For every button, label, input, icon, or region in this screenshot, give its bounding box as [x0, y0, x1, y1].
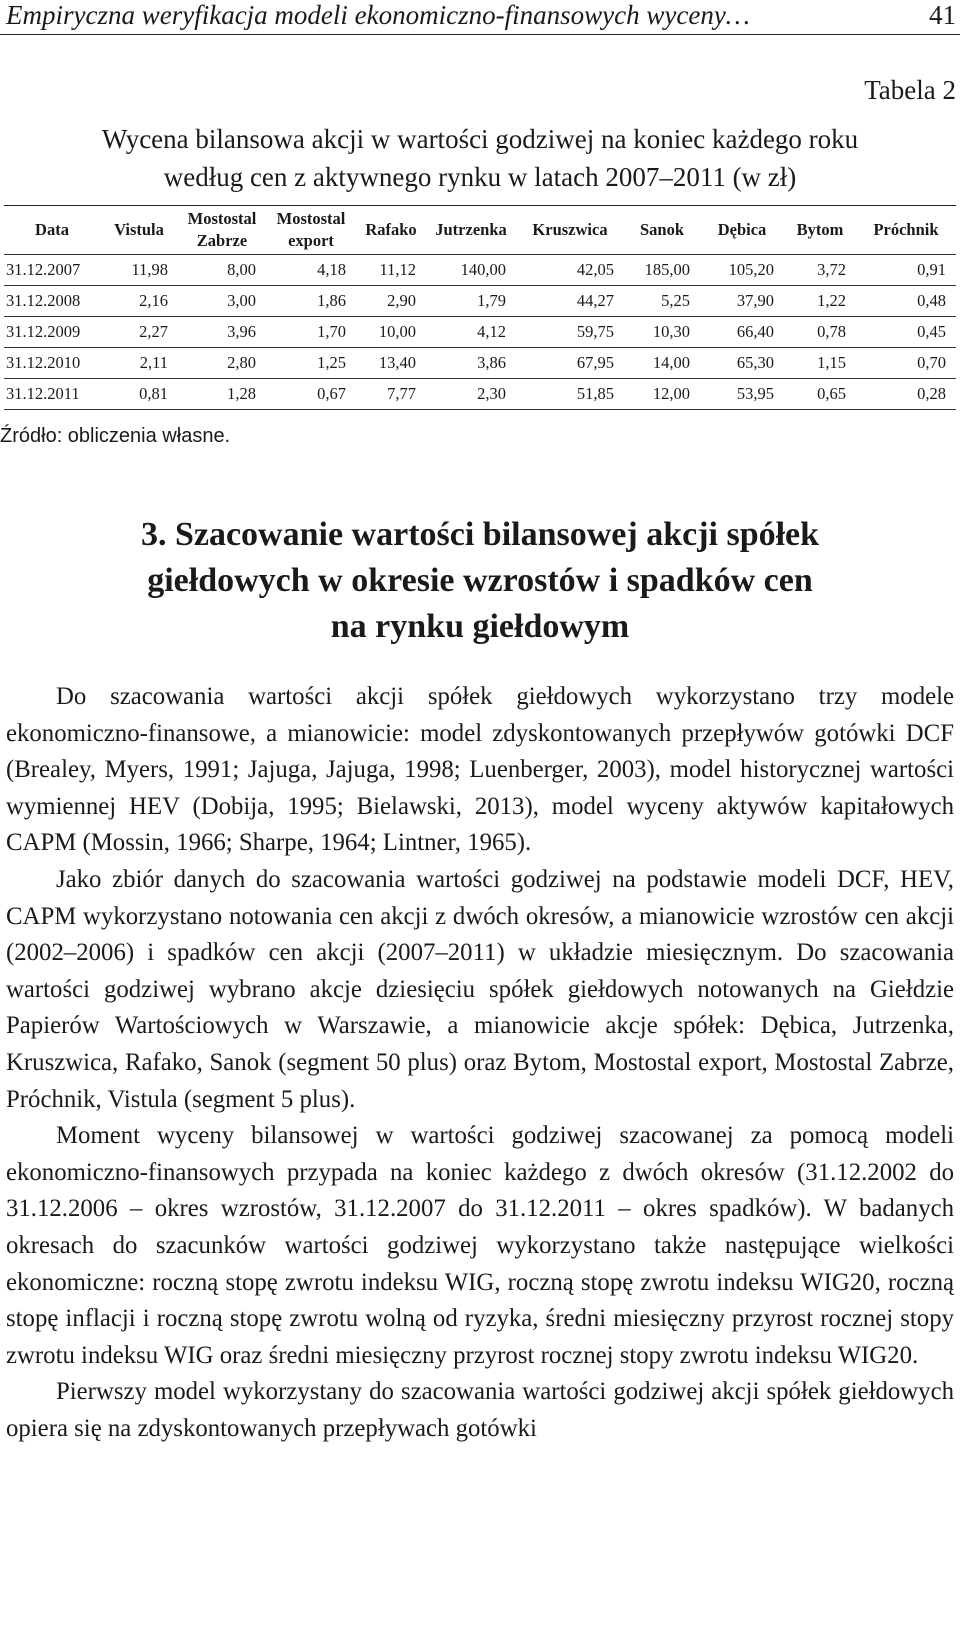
- section-heading: [0, 512, 960, 650]
- value-cell: 0,65: [784, 379, 856, 410]
- value-cell: 0,70: [856, 348, 956, 379]
- value-cell: 11,98: [100, 255, 178, 286]
- value-cell: 1,70: [266, 317, 356, 348]
- value-cell: 7,77: [356, 379, 426, 410]
- value-cell: 67,95: [516, 348, 624, 379]
- value-cell: 185,00: [624, 255, 700, 286]
- value-cell: 4,18: [266, 255, 356, 286]
- value-cell: 5,25: [624, 286, 700, 317]
- value-cell: 12,00: [624, 379, 700, 410]
- value-cell: 0,48: [856, 286, 956, 317]
- table-row: [4, 379, 956, 410]
- header-cell: Bytom: [784, 206, 856, 255]
- header-cell: Rafako: [356, 206, 426, 255]
- header-cell: Mostostal Zabrze: [178, 206, 266, 255]
- paragraph: Moment wyceny bilansowej w wartości godziwej szacowanej za pomocą modeli ekonomiczno-finansowych przypada na koniec każdego z dwóch okresów (31.12.2002 do 31.12.2006 – okres wzrostów, 31.12.2007 do 31.12.2011 – okres spadków). W badanych okresach do szacunków wartości godziwej wykorzystano także następujące wielkości ekonomiczne: roczną stopę zwrotu indeksu WIG, roczną stopę zwrotu indeksu WIG20, roczną stopę inflacji i roczną stopę zwrotu wolną od ryzyka, średni miesięczny przyrost rocznej stopy zwrotu indeksu WIG oraz średni miesięczny przyrost rocznej stopy zwrotu indeksu WIG20.: [6, 1122, 954, 1369]
- value-cell: 42,05: [516, 255, 624, 286]
- date-cell: 31.12.2009: [4, 317, 100, 348]
- date-cell: 31.12.2007: [4, 255, 100, 286]
- section-heading-line-1: 3. Szacowanie wartości bilansowej akcji spółek: [140, 516, 820, 553]
- table-row: [4, 286, 956, 317]
- value-cell: 3,86: [426, 348, 516, 379]
- value-cell: 0,28: [856, 379, 956, 410]
- value-cell: 8,00: [178, 255, 266, 286]
- value-cell: 0,78: [784, 317, 856, 348]
- value-cell: 10,00: [356, 317, 426, 348]
- value-cell: 0,91: [856, 255, 956, 286]
- value-cell: 2,90: [356, 286, 426, 317]
- value-cell: 59,75: [516, 317, 624, 348]
- value-cell: 1,15: [784, 348, 856, 379]
- value-cell: 65,30: [700, 348, 784, 379]
- value-cell: 10,30: [624, 317, 700, 348]
- value-cell: 44,27: [516, 286, 624, 317]
- value-cell: 53,95: [700, 379, 784, 410]
- paragraph: Pierwszy model wykorzystany do szacowania wartości godziwej akcji spółek giełdowych opiera się na zdyskontowanych przepływach gotówki: [6, 1378, 954, 1442]
- date-cell: 31.12.2011: [4, 379, 100, 410]
- value-cell: 1,79: [426, 286, 516, 317]
- date-cell: 31.12.2010: [4, 348, 100, 379]
- value-cell: 0,81: [100, 379, 178, 410]
- section-heading-line-2: giełdowych w okresie wzrostów i spadków cen: [147, 562, 813, 599]
- value-cell: 140,00: [426, 255, 516, 286]
- value-cell: 37,90: [700, 286, 784, 317]
- value-cell: 105,20: [700, 255, 784, 286]
- paragraph: Do szacowania wartości akcji spółek giełdowych wykorzystano trzy modele ekonomiczno-finansowe, a mianowicie: model zdyskontowanych przepływów gotówki DCF (Brealey, Myers, 1991; Jajuga, Jajuga, 1998; Luenberger, 2003), model historycznej wartości wymiennej HEV (Dobija, 1995; Bielawski, 2013), model wyceny aktywów kapitałowych CAPM (Mossin, 1966; Sharpe, 1964; Lintner, 1965).: [6, 683, 954, 857]
- running-title: Empiryczna weryfikacja modeli ekonomiczno-finansowych wyceny…: [6, 0, 750, 30]
- header-cell: Dębica: [700, 206, 784, 255]
- value-cell: 1,86: [266, 286, 356, 317]
- table-header-row: [4, 206, 956, 255]
- value-cell: 4,12: [426, 317, 516, 348]
- value-cell: 13,40: [356, 348, 426, 379]
- header-cell: Jutrzenka: [426, 206, 516, 255]
- valuation-table: [4, 205, 956, 410]
- table-source-note: Źródło: obliczenia własne.: [0, 425, 231, 447]
- running-header: [0, 0, 960, 35]
- value-cell: 51,85: [516, 379, 624, 410]
- value-cell: 2,80: [178, 348, 266, 379]
- value-cell: 0,45: [856, 317, 956, 348]
- table-caption: [0, 120, 960, 196]
- value-cell: 2,11: [100, 348, 178, 379]
- header-cell: Vistula: [100, 206, 178, 255]
- value-cell: 2,27: [100, 317, 178, 348]
- section-heading-line-3: na rynku giełdowym: [330, 608, 630, 645]
- header-cell: Data: [4, 206, 100, 255]
- value-cell: 14,00: [624, 348, 700, 379]
- header-cell: Kruszwica: [516, 206, 624, 255]
- value-cell: 2,30: [426, 379, 516, 410]
- date-cell: 31.12.2008: [4, 286, 100, 317]
- page-number: 41: [929, 0, 956, 30]
- value-cell: 3,00: [178, 286, 266, 317]
- caption-line-1: Wycena bilansowa akcji w wartości godziwej na koniec każdego roku: [101, 124, 859, 154]
- table-row: [4, 255, 956, 286]
- value-cell: 2,16: [100, 286, 178, 317]
- value-cell: 0,67: [266, 379, 356, 410]
- value-cell: 3,96: [178, 317, 266, 348]
- caption-line-2: według cen z aktywnego rynku w latach 2007–2011 (w zł): [163, 162, 797, 192]
- body-text: [6, 679, 954, 1447]
- header-cell: Próchnik: [856, 206, 956, 255]
- paragraph: Jako zbiór danych do szacowania wartości godziwej na podstawie modeli DCF, HEV, CAPM wykorzystano notowania cen akcji z dwóch okresów, a mianowicie wzrostów cen akcji (2002–2006) i spadków cen akcji (2007–2011) w układzie miesięcznym. Do szacowania wartości godziwej wybrano akcje dziesięciu spółek giełdowych notowanych na Giełdzie Papierów Wartościowych w Warszawie, a mianowicie akcje spółek: Dębica, Jutrzenka, Kruszwica, Rafako, Sanok (segment 50 plus) oraz Bytom, Mostostal export, Mostostal Zabrze, Próchnik, Vistula (segment 5 plus).: [6, 865, 954, 1113]
- table-row: [4, 348, 956, 379]
- value-cell: 1,28: [178, 379, 266, 410]
- table-label: Tabela 2: [864, 75, 956, 105]
- value-cell: 1,25: [266, 348, 356, 379]
- header-cell: Sanok: [624, 206, 700, 255]
- value-cell: 11,12: [356, 255, 426, 286]
- header-cell: Mostostal export: [266, 206, 356, 255]
- value-cell: 3,72: [784, 255, 856, 286]
- table-row: [4, 317, 956, 348]
- value-cell: 66,40: [700, 317, 784, 348]
- value-cell: 1,22: [784, 286, 856, 317]
